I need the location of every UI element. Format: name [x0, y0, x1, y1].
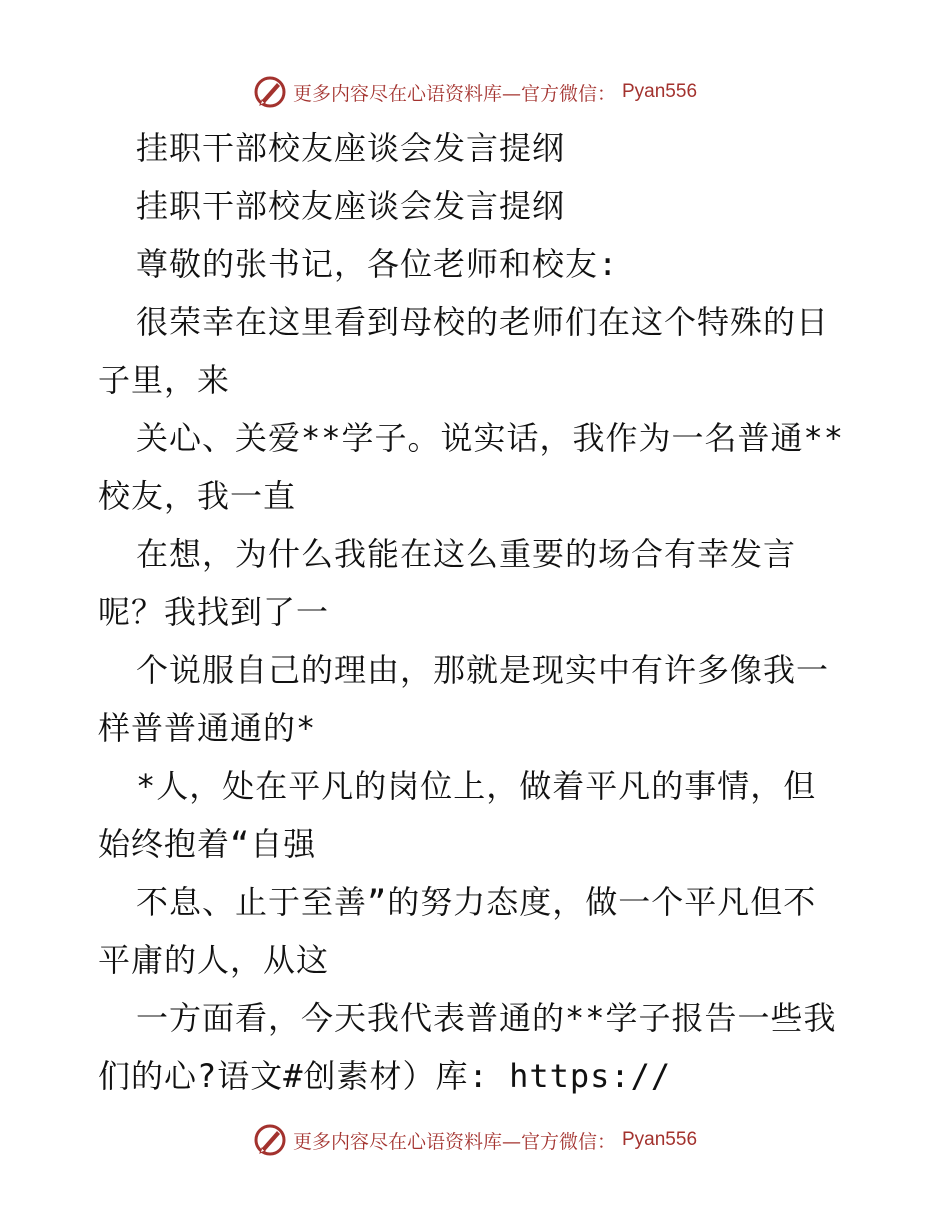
title-line: 挂职干部校友座谈会发言提纲: [136, 129, 566, 167]
paragraph-line: 很荣幸在这里看到母校的老师们在这个特殊的日: [136, 303, 830, 341]
paragraph-line: 一方面看，今天我代表普通的**学子报告一些我: [136, 999, 837, 1037]
salutation-line: 尊敬的张书记，各位老师和校友:: [136, 245, 619, 283]
paragraph-line: *人，处在平凡的岗位上，做着平凡的事情，但: [136, 767, 817, 805]
paragraph-line: 关心、关爱**学子。说实话，我作为一名普通**: [136, 419, 845, 457]
watermark-handle: Pyan556: [622, 1129, 698, 1150]
paragraph-line: 不息、止于至善”的努力态度，做一个平凡但不: [136, 883, 817, 921]
pen-logo-icon: [253, 75, 287, 109]
paragraph-line: 校友，我一直: [98, 477, 297, 515]
paragraph-line: 在想，为什么我能在这么重要的场合有幸发言: [136, 535, 797, 573]
watermark-text: 更多内容尽在心语资料库—官方微信：: [292, 82, 616, 105]
watermark-handle: Pyan556: [622, 81, 698, 102]
paragraph-line: 子里，来: [98, 361, 231, 399]
header-watermark: [0, 72, 950, 112]
pen-logo-icon: [253, 1123, 287, 1157]
paragraph-line: 始终抱着“自强: [98, 825, 317, 863]
footer-watermark: [0, 1120, 950, 1160]
title-line-repeat: 挂职干部校友座谈会发言提纲: [136, 187, 566, 225]
watermark-text: 更多内容尽在心语资料库—官方微信：: [292, 1130, 616, 1153]
paragraph-line: 个说服自己的理由，那就是现实中有许多像我一: [136, 651, 830, 689]
paragraph-line: 呢？我找到了一: [98, 593, 330, 631]
paragraph-line: 样普普通通的*: [98, 709, 317, 747]
paragraph-line: 们的心?语文#创素材）库: https://: [98, 1057, 672, 1095]
paragraph-line: 平庸的人，从这: [98, 941, 330, 979]
